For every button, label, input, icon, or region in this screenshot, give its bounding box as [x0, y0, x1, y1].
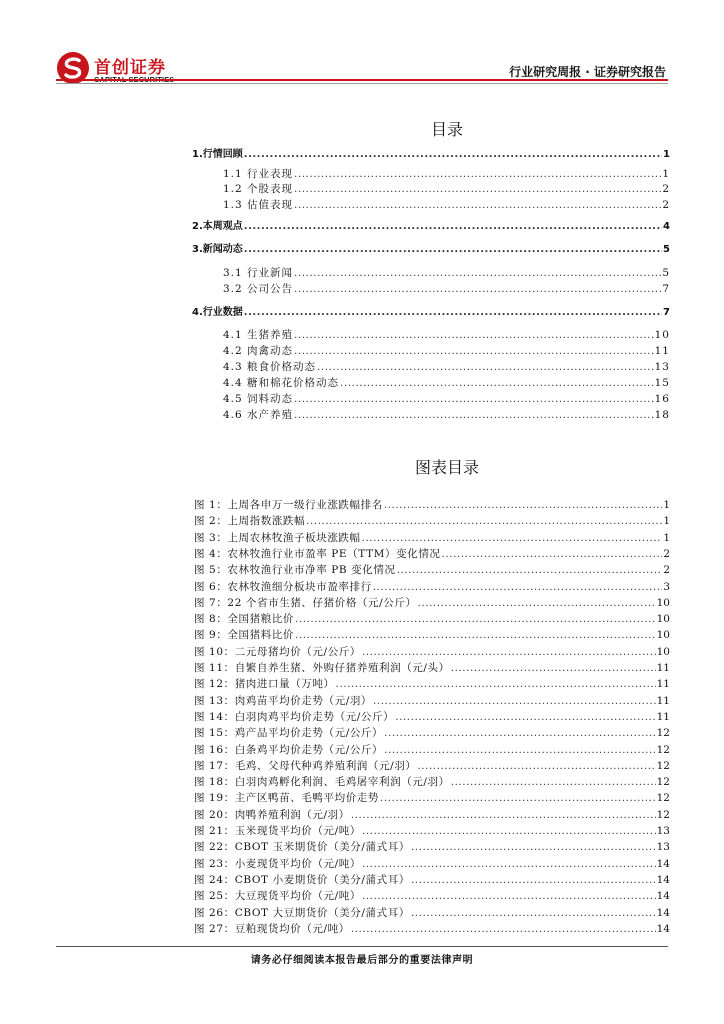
- figure-list-entry[interactable]: [194, 531, 670, 545]
- figure-leader-dots: [380, 791, 656, 805]
- figure-leader-dots: [295, 628, 656, 642]
- toc-leader-dots: [294, 328, 654, 342]
- figure-entry-label: 图 11：自繁自养生猪、外购仔猪养殖利润（元/头）: [194, 662, 450, 674]
- figure-leader-dots: [351, 922, 656, 936]
- figure-leader-dots: [362, 889, 656, 903]
- figure-list-entry[interactable]: [194, 677, 670, 691]
- figure-list-entry[interactable]: [194, 645, 670, 659]
- legal-notice: 请务必仔细阅读本报告最后部分的重要法律声明: [250, 955, 474, 966]
- figure-list-entry[interactable]: [194, 694, 670, 708]
- toc-section-entry[interactable]: [192, 243, 670, 257]
- figure-entry-label: 图 17：毛鸡、父母代种鸡养殖利润（元/羽）: [194, 759, 417, 772]
- figure-entry-label: 图 21：玉米现货平均价（元/吨）: [194, 825, 361, 837]
- toc-entry-label: 1.3 估值表现: [223, 199, 294, 211]
- toc-leader-dots: [244, 243, 662, 257]
- toc-entry-label: 4.5 饲料动态: [223, 393, 294, 405]
- figure-list-entry[interactable]: [194, 808, 670, 822]
- toc-entry-label: 4.3 粮食价格动态: [223, 361, 317, 373]
- figure-page-number: 10: [656, 629, 670, 642]
- toc-leader-dots: [340, 376, 654, 390]
- toc-leader-dots: [294, 344, 654, 358]
- figure-leader-dots: [373, 694, 656, 708]
- toc-subsection-entry[interactable]: [223, 167, 670, 181]
- figure-leader-dots: [295, 612, 656, 626]
- figure-page-number: 12: [656, 727, 670, 740]
- figure-page-number: 12: [656, 759, 670, 772]
- figure-page-number: 14: [656, 873, 670, 886]
- figure-list-entry[interactable]: [194, 857, 670, 871]
- figure-list-entry[interactable]: [194, 612, 670, 626]
- toc-subsection-entry[interactable]: [223, 360, 670, 374]
- figure-list-title: 图表目录: [414, 458, 479, 477]
- figure-page-number: 11: [656, 678, 670, 691]
- toc-entry-label: 4.6 水产养殖: [223, 409, 294, 421]
- figure-entry-label: 图 3：上周农林牧渔子板块涨跌幅: [194, 531, 361, 544]
- toc-page-number: 10: [654, 329, 670, 341]
- toc-leader-dots: [294, 392, 654, 406]
- figure-entry-label: 图 12：猪肉进口量（万吨）: [194, 678, 335, 691]
- figure-list-entry[interactable]: [194, 563, 670, 577]
- toc-entry-label: 4.4 糖和棉花价格动态: [223, 377, 340, 389]
- toc-entry-label: 4.1 生猪养殖: [223, 329, 294, 341]
- report-type-label: 行业研究周报 · 证券研究报告: [509, 65, 666, 79]
- figure-entry-label: 图 23：小麦现货平均价（元/吨）: [194, 857, 361, 870]
- toc-subsection-entry[interactable]: [223, 266, 670, 280]
- figure-entry-label: 图 16：白条鸡平均价走势（元/公斤）: [194, 743, 384, 756]
- figure-list-entry[interactable]: [194, 889, 670, 903]
- toc-page-number: 4: [663, 221, 670, 232]
- figure-leader-dots: [418, 596, 656, 610]
- figure-entry-label: 图 7：22 个省市生猪、仔猪价格（元/公斤）: [194, 596, 417, 609]
- header-divider-thin: [56, 83, 668, 84]
- toc-section-entry[interactable]: [192, 306, 670, 320]
- toc-entry-label: 2.本周观点: [192, 221, 243, 232]
- toc-page-number: 16: [654, 393, 670, 405]
- figure-list-entry[interactable]: [194, 840, 670, 854]
- figure-leader-dots: [395, 710, 655, 724]
- page-header: [0, 0, 724, 90]
- toc-entry-label: 3.1 行业新闻: [223, 267, 294, 279]
- toc-subsection-entry[interactable]: [223, 408, 670, 422]
- figure-page-number: 10: [656, 613, 670, 626]
- figure-entry-label: 图 4：农林牧渔行业市盈率 PE（TTM）变化情况: [194, 547, 441, 560]
- figure-entry-label: 图 19：主产区鸭苗、毛鸭平均价走势: [194, 792, 379, 805]
- toc-leader-dots: [244, 220, 662, 234]
- toc-leader-dots: [294, 282, 661, 296]
- figure-page-number: 14: [656, 890, 670, 903]
- toc-leader-dots: [244, 148, 662, 162]
- toc-subsection-entry[interactable]: [223, 328, 670, 342]
- toc-page-number: 1: [662, 168, 670, 180]
- figure-entry-label: 图 9：全国猪料比价: [194, 629, 295, 642]
- figure-entry-label: 图 25：大豆现货平均价（元/吨）: [194, 890, 361, 903]
- figure-page-number: 11: [656, 694, 670, 707]
- figure-list-entry[interactable]: [194, 775, 670, 789]
- figure-leader-dots: [362, 531, 663, 545]
- toc-title: 目录: [430, 120, 463, 139]
- figure-page-number: 12: [656, 743, 670, 756]
- figure-leader-dots: [451, 661, 656, 675]
- figure-leader-dots: [362, 857, 656, 871]
- figure-entry-label: 图 22：CBOT 玉米期货价（美分/蒲式耳）: [194, 841, 410, 854]
- figure-page-number: 13: [656, 841, 670, 854]
- figure-page-number: 1: [663, 499, 670, 511]
- toc-subsection-entry[interactable]: [223, 198, 670, 212]
- toc-subsection-entry[interactable]: [223, 376, 670, 390]
- toc-entry-label: 3.新闻动态: [192, 244, 243, 255]
- figure-leader-dots: [373, 580, 663, 594]
- toc-leader-dots: [317, 360, 654, 374]
- figure-page-number: 14: [656, 906, 670, 919]
- toc-page-number: 11: [654, 345, 670, 357]
- toc-leader-dots: [294, 266, 661, 280]
- figure-leader-dots: [442, 547, 663, 561]
- figure-entry-label: 图 24：CBOT 小麦期货价（美分/蒲式耳）: [194, 873, 410, 886]
- figure-page-number: 12: [656, 776, 670, 789]
- logo-chinese-name: 首创证券: [94, 58, 166, 78]
- figure-entry-label: 图 18：白羽肉鸡孵化利润、毛鸡屠宰利润（元/羽）: [194, 776, 450, 789]
- figure-page-number: 10: [656, 645, 670, 658]
- toc-section-entry[interactable]: [192, 148, 670, 162]
- figure-page-number: 11: [656, 710, 670, 723]
- figure-page-number: 14: [656, 857, 670, 870]
- figure-entry-label: 图 27：豆粕现货均价（元/吨）: [194, 922, 350, 935]
- header-divider: [56, 79, 668, 81]
- figure-entry-label: 图 26：CBOT 大豆期货价（美分/蒲式耳）: [194, 906, 410, 919]
- figure-page-number: 1: [663, 515, 670, 528]
- figure-list-entry[interactable]: [194, 580, 670, 594]
- figure-leader-dots: [336, 677, 656, 691]
- figure-leader-dots: [306, 514, 662, 528]
- figure-list-entry[interactable]: [194, 514, 670, 528]
- toc-page-number: 15: [654, 377, 670, 389]
- figure-leader-dots: [384, 726, 655, 740]
- figure-list-entry[interactable]: [194, 547, 670, 561]
- figure-list-entry[interactable]: [194, 922, 670, 936]
- figure-leader-dots: [451, 775, 656, 789]
- figure-page-number: 11: [656, 662, 670, 674]
- toc-subsection-entry[interactable]: [223, 282, 670, 296]
- company-logo: [56, 51, 206, 87]
- toc-page-number: 13: [654, 361, 670, 373]
- toc-page-number: 2: [662, 199, 670, 211]
- toc-entry-label: 1.1 行业表现: [223, 168, 294, 180]
- toc-entry-label: 1.行情回顾: [192, 149, 243, 160]
- figure-leader-dots: [411, 873, 656, 887]
- toc-page-number: 18: [654, 409, 670, 421]
- toc-leader-dots: [294, 198, 661, 212]
- figure-leader-dots: [362, 645, 656, 659]
- figure-entry-label: 图 6：农林牧渔细分板块市盈率排行: [194, 580, 372, 593]
- figure-list-entry[interactable]: [194, 661, 670, 675]
- toc-page-number: 2: [662, 183, 670, 195]
- toc-entry-label: 1.2 个股表现: [223, 183, 294, 195]
- figure-page-number: 2: [663, 547, 670, 560]
- figure-entry-label: 图 10：二元母猪均价（元/公斤）: [194, 645, 361, 658]
- figure-page-number: 14: [656, 922, 670, 935]
- figure-page-number: 2: [663, 564, 670, 577]
- toc-subsection-entry[interactable]: [223, 344, 670, 358]
- toc-leader-dots: [244, 306, 662, 320]
- figure-leader-dots: [362, 824, 656, 838]
- figure-list-entry[interactable]: [194, 824, 670, 838]
- figure-entry-label: 图 20：肉鸭养殖利润（元/羽）: [194, 808, 350, 821]
- figure-leader-dots: [411, 840, 656, 854]
- figure-entry-label: 图 8：全国猪粮比价: [194, 613, 295, 626]
- figure-list-entry[interactable]: [194, 873, 670, 887]
- figure-list-entry[interactable]: [194, 628, 670, 642]
- figure-list-entry[interactable]: [194, 596, 670, 610]
- toc-leader-dots: [294, 167, 661, 181]
- figure-leader-dots: [411, 906, 656, 920]
- toc-page-number: 5: [663, 244, 670, 255]
- figure-page-number: 10: [656, 596, 670, 609]
- toc-page-number: 5: [662, 267, 670, 279]
- figure-list-entry[interactable]: [194, 710, 670, 724]
- figure-list-entry[interactable]: [194, 498, 670, 512]
- figure-list-entry[interactable]: [194, 759, 670, 773]
- figure-leader-dots: [384, 743, 655, 757]
- figure-entry-label: 图 2：上周指数涨跌幅: [194, 515, 306, 528]
- figure-list-entry[interactable]: [194, 726, 670, 740]
- figure-list-entry[interactable]: [194, 743, 670, 757]
- toc-entry-label: 3.2 公司公告: [223, 283, 294, 295]
- toc-page-number: 7: [663, 307, 670, 318]
- toc-leader-dots: [294, 408, 654, 422]
- figure-leader-dots: [397, 563, 663, 577]
- toc-subsection-entry[interactable]: [223, 392, 670, 406]
- figure-list-entry[interactable]: [194, 906, 670, 920]
- toc-entry-label: 4.2 肉禽动态: [223, 345, 294, 357]
- figure-list-entry[interactable]: [194, 791, 670, 805]
- figure-page-number: 12: [656, 792, 670, 805]
- figure-leader-dots: [351, 808, 656, 822]
- figure-entry-label: 图 15：鸡产品平均价走势（元/公斤）: [194, 727, 384, 740]
- figure-entry-label: 图 14：白羽肉鸡平均价走势（元/公斤）: [194, 710, 395, 723]
- toc-page-number: 1: [663, 149, 670, 160]
- toc-leader-dots: [294, 182, 661, 196]
- figure-leader-dots: [417, 759, 655, 773]
- figure-page-number: 12: [656, 808, 670, 821]
- footer-divider: [56, 946, 668, 947]
- toc-subsection-entry[interactable]: [223, 182, 670, 196]
- figure-page-number: 3: [663, 580, 670, 593]
- figure-entry-label: 图 13：肉鸡苗平均价走势（元/羽）: [194, 694, 373, 707]
- figure-entry-label: 图 1：上周各申万一级行业涨跌幅排名: [194, 499, 383, 511]
- toc-section-entry[interactable]: [192, 220, 670, 234]
- figure-page-number: 13: [656, 825, 670, 837]
- toc-entry-label: 4.行业数据: [192, 307, 243, 318]
- figure-leader-dots: [384, 498, 662, 512]
- figure-entry-label: 图 5：农林牧渔行业市净率 PB 变化情况: [194, 564, 396, 577]
- figure-page-number: 1: [663, 531, 670, 544]
- toc-page-number: 7: [662, 283, 670, 295]
